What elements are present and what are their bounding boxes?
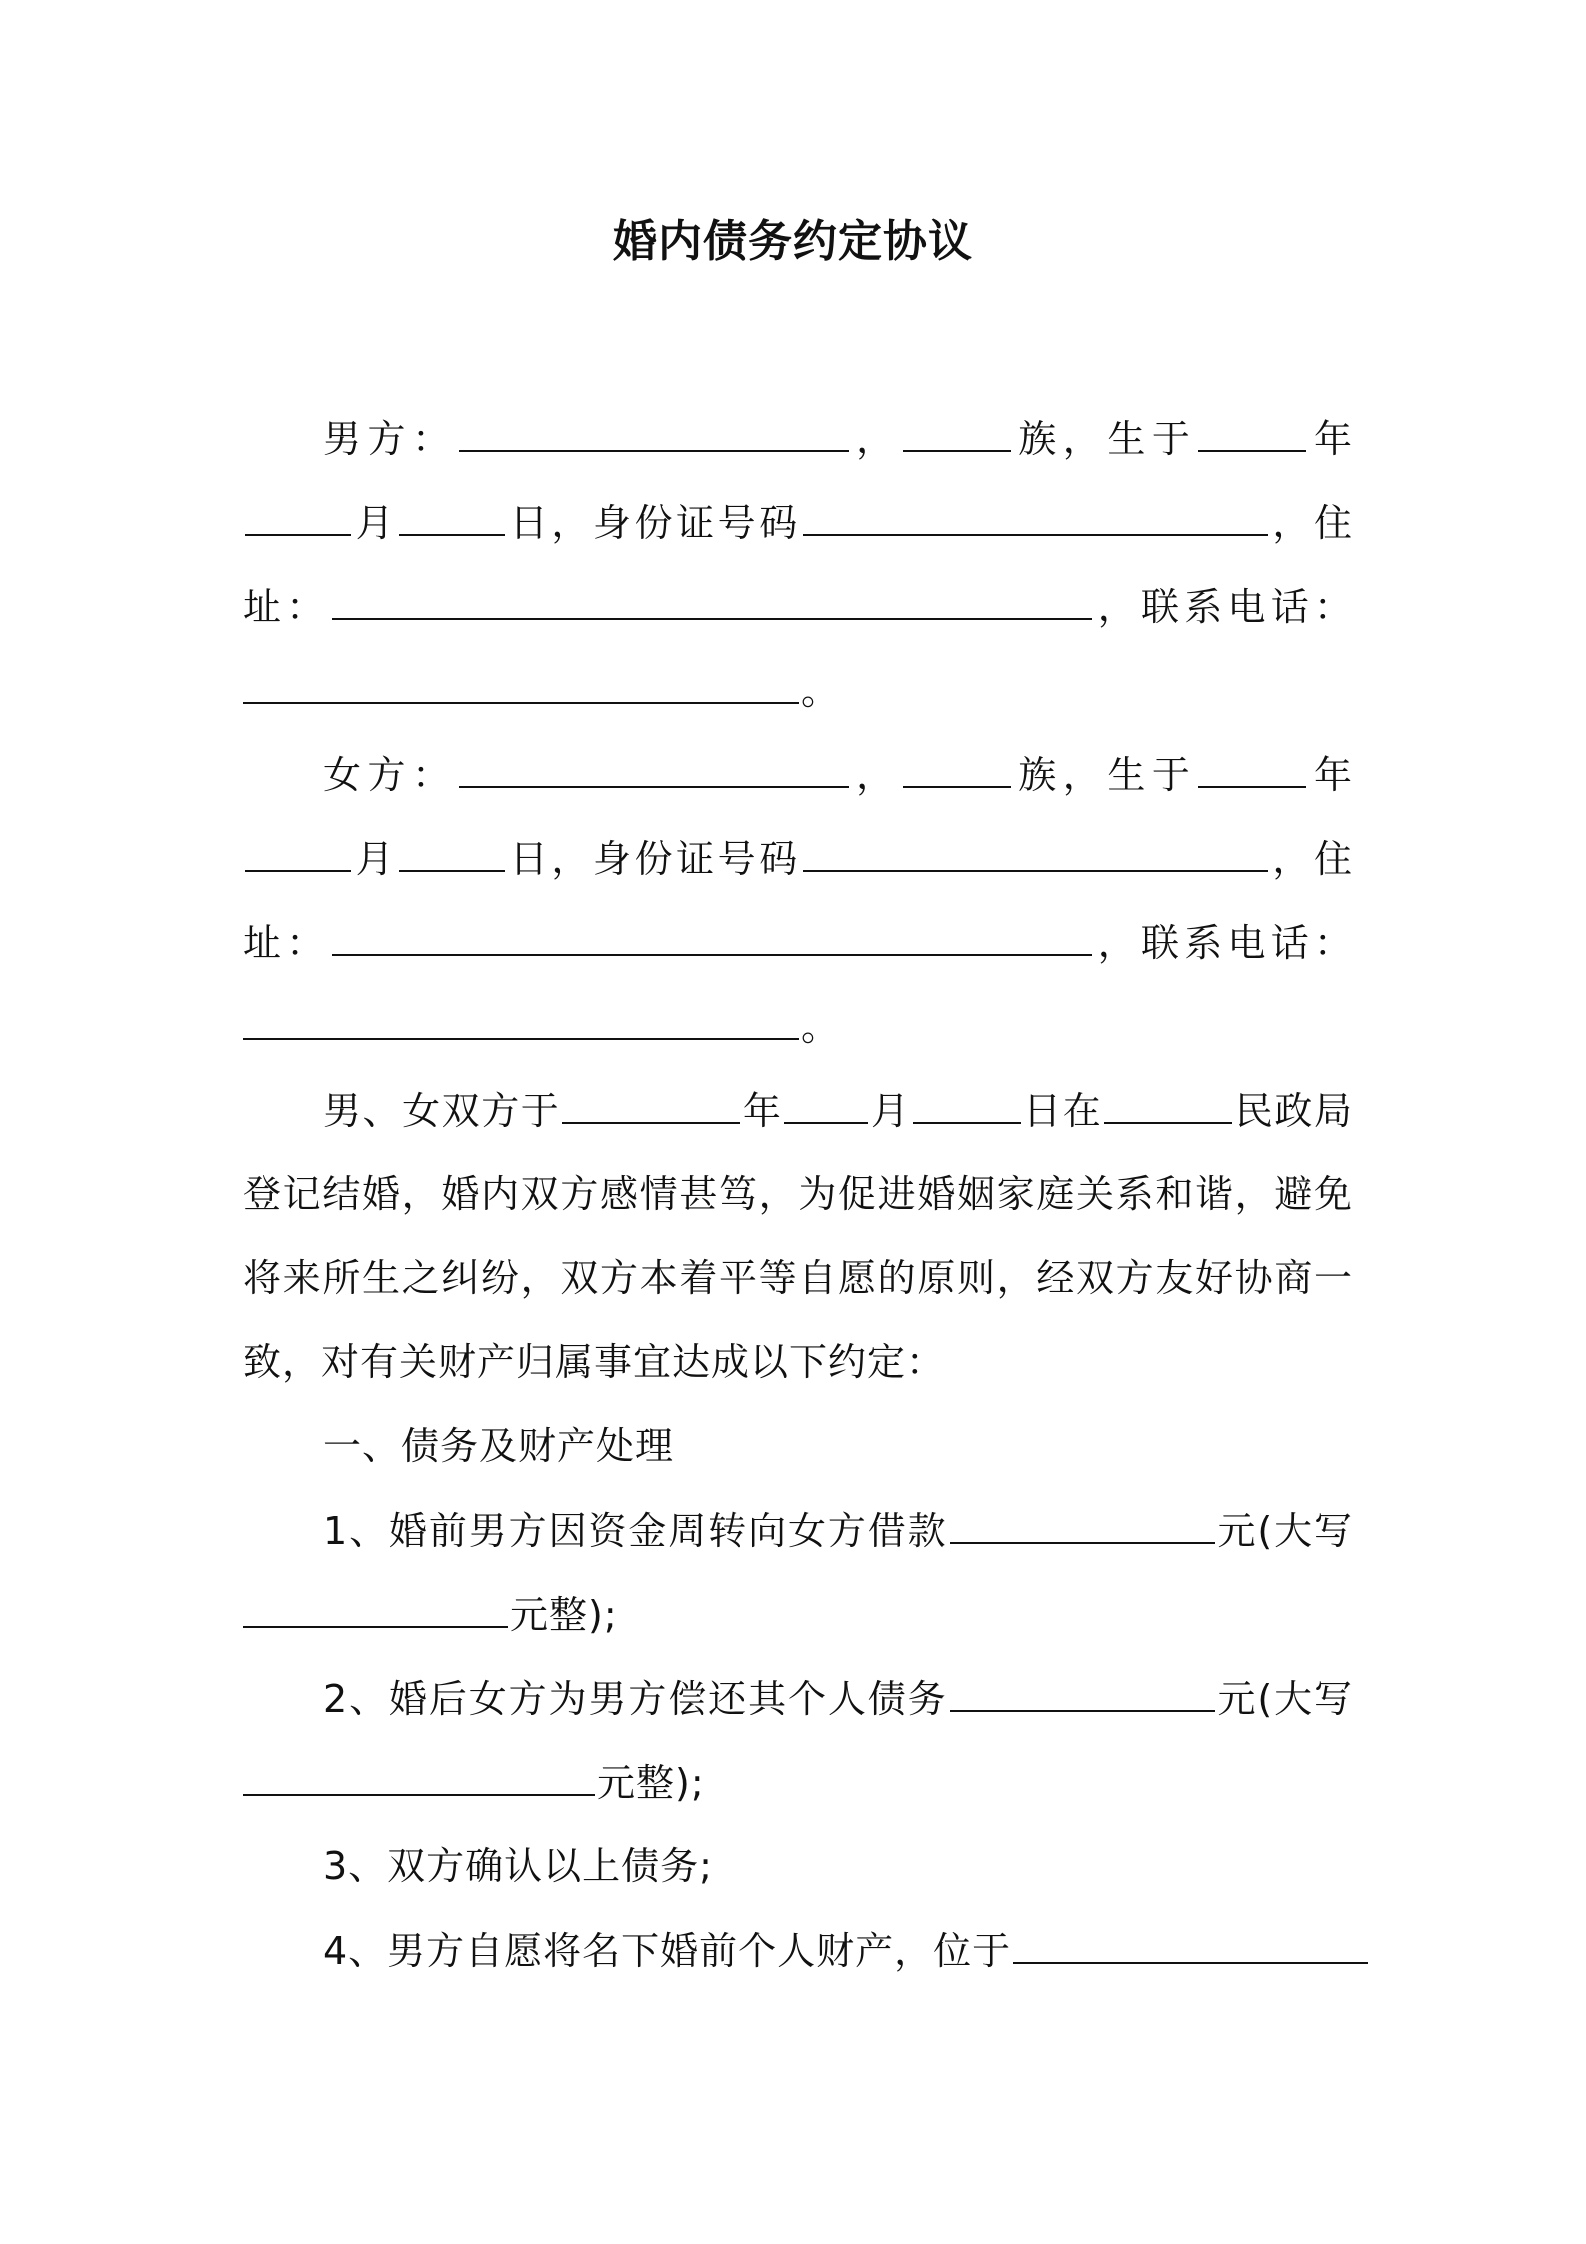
female-line-4: 。 [243, 996, 1353, 1056]
male-line-1: 男方： ， 族，生于 年 [323, 408, 1353, 468]
document-title: 婚内债务约定协议 [613, 216, 973, 267]
item-4-line-1: 4、男方自愿将名下婚前个人财产，位于 [323, 1920, 1353, 1980]
item-3: 3、双方确认以上债务; [323, 1844, 713, 1888]
section-heading-1: 一、债务及财产处理 [323, 1424, 675, 1468]
female-birth-year-blank [1198, 744, 1306, 788]
item-1-line-2: 元整); [243, 1584, 1353, 1644]
item-1-amount-blank [950, 1500, 1215, 1544]
male-line-2: 月 日，身份证号码 ，住 [243, 492, 1353, 552]
female-line-2: 月 日，身份证号码 ，住 [243, 828, 1353, 888]
male-id-blank [803, 492, 1268, 536]
female-birth-month-blank [245, 828, 351, 872]
male-ethnic-blank [903, 408, 1011, 452]
male-line-3: 址： ，联系电话： [243, 576, 1353, 636]
female-id-blank [803, 828, 1268, 872]
female-address-blank [332, 912, 1092, 956]
item-2-amount-blank [950, 1668, 1215, 1712]
female-phone-blank [243, 996, 799, 1040]
marriage-month-blank [784, 1080, 868, 1124]
male-birth-month-blank [245, 492, 351, 536]
item-2-line-1: 2、婚后女方为男方偿还其个人债务 元(大写 [323, 1668, 1353, 1728]
marriage-bureau-blank [1104, 1080, 1232, 1124]
item-1-line-1: 1、婚前男方因资金周转向女方借款 元(大写 [323, 1500, 1353, 1560]
female-birth-day-blank [399, 828, 505, 872]
marriage-line-4: 致，对有关财产归属事宜达成以下约定： [243, 1340, 946, 1384]
male-line-4: 。 [243, 660, 1353, 720]
female-label: 女方： [323, 753, 457, 797]
item-4-location-blank [1013, 1920, 1368, 1964]
female-line-1: 女方： ， 族，生于 年 [323, 744, 1353, 804]
male-label: 男方： [323, 417, 457, 461]
male-phone-blank [243, 660, 799, 704]
male-address-blank [332, 576, 1092, 620]
marriage-line-3: 将来所生之纠纷，双方本着平等自愿的原则，经双方友好协商一 [243, 1256, 1353, 1300]
item-2-capital-blank [243, 1752, 595, 1796]
marriage-line-2: 登记结婚，婚内双方感情甚笃，为促进婚姻家庭关系和谐，避免 [243, 1172, 1353, 1216]
female-ethnic-blank [903, 744, 1011, 788]
male-birth-year-blank [1198, 408, 1306, 452]
male-name-blank [459, 408, 849, 452]
marriage-year-blank [562, 1080, 740, 1124]
female-line-3: 址： ，联系电话： [243, 912, 1353, 972]
item-2-line-2: 元整); [243, 1752, 1353, 1812]
male-birth-day-blank [399, 492, 505, 536]
marriage-line-1: 男、女双方于 年 月 日在 民政局 [323, 1080, 1353, 1140]
marriage-day-blank [913, 1080, 1021, 1124]
female-name-blank [459, 744, 849, 788]
item-1-capital-blank [243, 1584, 508, 1628]
